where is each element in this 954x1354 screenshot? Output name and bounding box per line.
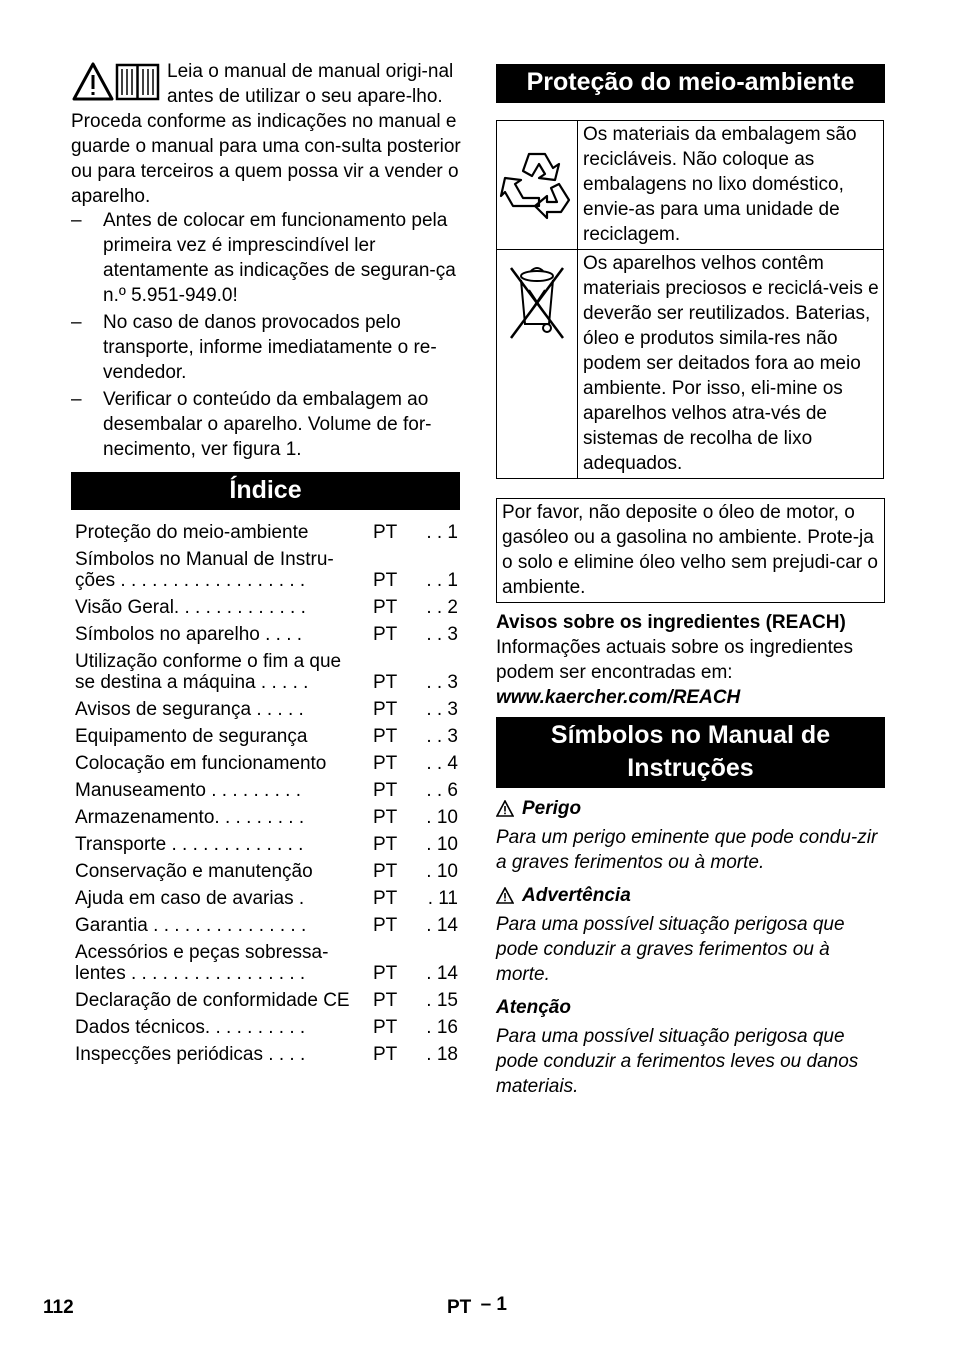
table-row: [497, 250, 884, 479]
weee-cell: [497, 250, 578, 479]
recycle-text: Os materiais da embalagem são recicláveis. Não coloque as embalagens no lixo doméstico, envie-as para uma unidade de reciclagem.: [578, 121, 884, 250]
recycle-cell: [497, 121, 578, 250]
danger-text: Para um perigo eminente que pode condu-zir a graves ferimentos ou à morte.: [496, 827, 878, 873]
toc-title-cont: lentes . . . . . . . . . . . . . . . . .: [75, 963, 306, 984]
reach-text: Informações actuais sobre os ingredientes podem ser encontradas em:: [496, 637, 853, 683]
manual-book-icon: [117, 65, 158, 99]
toc-lang: PT: [373, 699, 398, 720]
warning-triangle-icon: [496, 800, 514, 817]
toc-lang: PT: [373, 1044, 398, 1065]
toc-page: . 10: [426, 834, 458, 855]
list-item: – Antes de colocar em funcionamento pela primeira vez é imprescindível ler atentamente as indicações de seguran-ça n.º 5.951-949.0!: [71, 210, 456, 306]
intro-icons: [71, 61, 161, 107]
toc-row[interactable]: [71, 780, 464, 801]
toc-page: . . 1: [426, 570, 458, 591]
toc-page: . 10: [426, 807, 458, 828]
oil-notice: Por favor, não deposite o óleo de motor, o gasóleo ou a gasolina no ambiente. Prote-ja o solo e elimine óleo velho sem prejudi-car o ambiente.: [496, 498, 885, 603]
caution-heading: [496, 995, 888, 1020]
toc-title: Utilização conforme o fim a que: [75, 651, 342, 672]
intro-block: [71, 59, 463, 209]
toc-page: . . 3: [426, 672, 458, 693]
toc-lang: PT: [373, 753, 398, 774]
intro-text: Leia o manual de manual origi-nal antes de utilizar o seu apare-lho. Proceda conforme as indicações no manual e guarde o manual para uma con-sulta posterior ou para terceiros a quem possa vir a vender o aparelho.: [71, 61, 461, 207]
toc-lang: PT: [373, 990, 398, 1011]
crossed-bin-icon: [507, 262, 567, 342]
toc-page: . 10: [426, 861, 458, 882]
toc-page: . . 3: [426, 699, 458, 720]
toc-row[interactable]: [71, 834, 464, 855]
toc-row[interactable]: [71, 651, 464, 693]
toc-title: Manuseamento . . . . . . . . .: [75, 780, 301, 801]
toc-page: . 14: [426, 915, 458, 936]
toc-page: . . 1: [426, 522, 458, 543]
toc-lang: PT: [373, 963, 398, 984]
toc-lang: PT: [373, 834, 398, 855]
toc-row[interactable]: [71, 522, 464, 543]
toc-row[interactable]: [71, 888, 464, 909]
toc-title: Transporte . . . . . . . . . . . . .: [75, 834, 304, 855]
danger-heading: [496, 796, 888, 821]
toc-row[interactable]: [71, 1044, 464, 1065]
toc-row[interactable]: [71, 807, 464, 828]
toc-lang: PT: [373, 807, 398, 828]
toc-title: Acessórios e peças sobressa-: [75, 942, 329, 963]
toc-title: Armazenamento. . . . . . . . .: [75, 807, 305, 828]
list-item: – No caso de danos provocados pelo transporte, informe imediatamente o re-vendedor.: [71, 312, 437, 383]
toc-lang: PT: [373, 570, 398, 591]
toc-title: Ajuda em caso de avarias .: [75, 888, 305, 909]
toc-page: . 18: [426, 1044, 458, 1065]
weee-text: Os aparelhos velhos contêm materiais preciosos e reciclá-veis e deverão ser reutilizados. Baterias, óleo e produtos simila-res não podem ser deitados fora ao meio ambiente. Por isso, eli-mine os aparelhos velhos atra-vés de sistemas de recolha de lixo adequados.: [578, 250, 884, 479]
toc-row[interactable]: [71, 699, 464, 720]
toc-lang: PT: [373, 915, 398, 936]
toc-title: Avisos de segurança . . . . .: [75, 699, 304, 720]
toc-page: . 15: [426, 990, 458, 1011]
toc-row[interactable]: [71, 753, 464, 774]
toc-title: Inspecções periódicas . . . .: [75, 1044, 306, 1065]
toc-row[interactable]: [71, 624, 464, 645]
toc-page: . . 3: [426, 624, 458, 645]
caution-text: Para uma possível situação perigosa que pode conduzir a ferimentos leves ou danos materiais.: [496, 1026, 859, 1097]
toc-title: Símbolos no aparelho . . . .: [75, 624, 303, 645]
toc-lang: PT: [373, 522, 398, 543]
toc-row[interactable]: [71, 861, 464, 882]
toc-title: Dados técnicos. . . . . . . . . .: [75, 1017, 306, 1038]
toc-page: . . 2: [426, 597, 458, 618]
footer-section: PT – 1: [447, 1294, 507, 1318]
toc-lang: PT: [373, 597, 398, 618]
danger-label: Perigo: [522, 798, 582, 819]
toc-title: Visão Geral. . . . . . . . . . . . .: [75, 597, 306, 618]
toc-title: Garantia . . . . . . . . . . . . . . .: [75, 915, 307, 936]
toc-title: Declaração de conformidade CE: [75, 990, 350, 1011]
environment-table: [496, 120, 884, 479]
intro-bullets: [71, 208, 463, 464]
warning-text: Para uma possível situação perigosa que pode conduzir a graves ferimentos ou à morte.: [496, 914, 845, 985]
symbols-heading: Símbolos no Manual de Instruções: [496, 717, 885, 788]
warning-label: Advertência: [522, 885, 631, 906]
warning-triangle-icon: [71, 61, 161, 103]
toc-page: . 16: [426, 1017, 458, 1038]
toc-title-cont: se destina a máquina . . . . .: [75, 672, 309, 693]
toc-title: Proteção do meio-ambiente: [75, 522, 309, 543]
toc-page: . . 3: [426, 726, 458, 747]
toc-page: . 11: [427, 888, 458, 909]
toc-title: Símbolos no Manual de Instru-: [75, 549, 334, 570]
symbols-section: [496, 796, 888, 1099]
toc-row[interactable]: [71, 597, 464, 618]
reach-section: [496, 610, 888, 710]
toc-title: Conservação e manutenção: [75, 861, 313, 882]
page-number: 112: [43, 1297, 74, 1318]
toc-lang: PT: [373, 888, 398, 909]
toc-row[interactable]: [71, 1017, 464, 1038]
environment-heading: Proteção do meio-ambiente: [496, 64, 885, 103]
toc-row[interactable]: [71, 549, 464, 591]
table-row: [497, 121, 884, 250]
caution-label: Atenção: [496, 997, 571, 1018]
warning-triangle-icon: [496, 887, 514, 904]
toc-row[interactable]: [71, 990, 464, 1011]
toc-lang: PT: [373, 780, 398, 801]
toc-row[interactable]: [71, 915, 464, 936]
toc-page: . . 6: [426, 780, 458, 801]
toc-title-cont: ções . . . . . . . . . . . . . . . . . .: [75, 570, 306, 591]
index-heading: Índice: [71, 472, 460, 510]
toc-row[interactable]: [71, 942, 464, 984]
toc-lang: PT: [373, 861, 398, 882]
toc-row[interactable]: [71, 726, 464, 747]
reach-link[interactable]: www.kaercher.com/REACH: [496, 687, 741, 708]
warning-heading: [496, 883, 888, 908]
toc-lang: PT: [373, 1017, 398, 1038]
toc-page: . . 4: [426, 753, 458, 774]
toc-page: . 14: [426, 963, 458, 984]
toc-title: Equipamento de segurança: [75, 726, 308, 747]
list-item: – Verificar o conteúdo da embalagem ao desembalar o aparelho. Volume de for-necimento, ver figura 1.: [71, 389, 432, 460]
toc-lang: PT: [373, 624, 398, 645]
toc-lang: PT: [373, 672, 398, 693]
recycle-icon: [499, 144, 575, 220]
reach-title: Avisos sobre os ingredientes (REACH): [496, 612, 846, 633]
toc-title: Colocação em funcionamento: [75, 753, 327, 774]
toc-lang: PT: [373, 726, 398, 747]
